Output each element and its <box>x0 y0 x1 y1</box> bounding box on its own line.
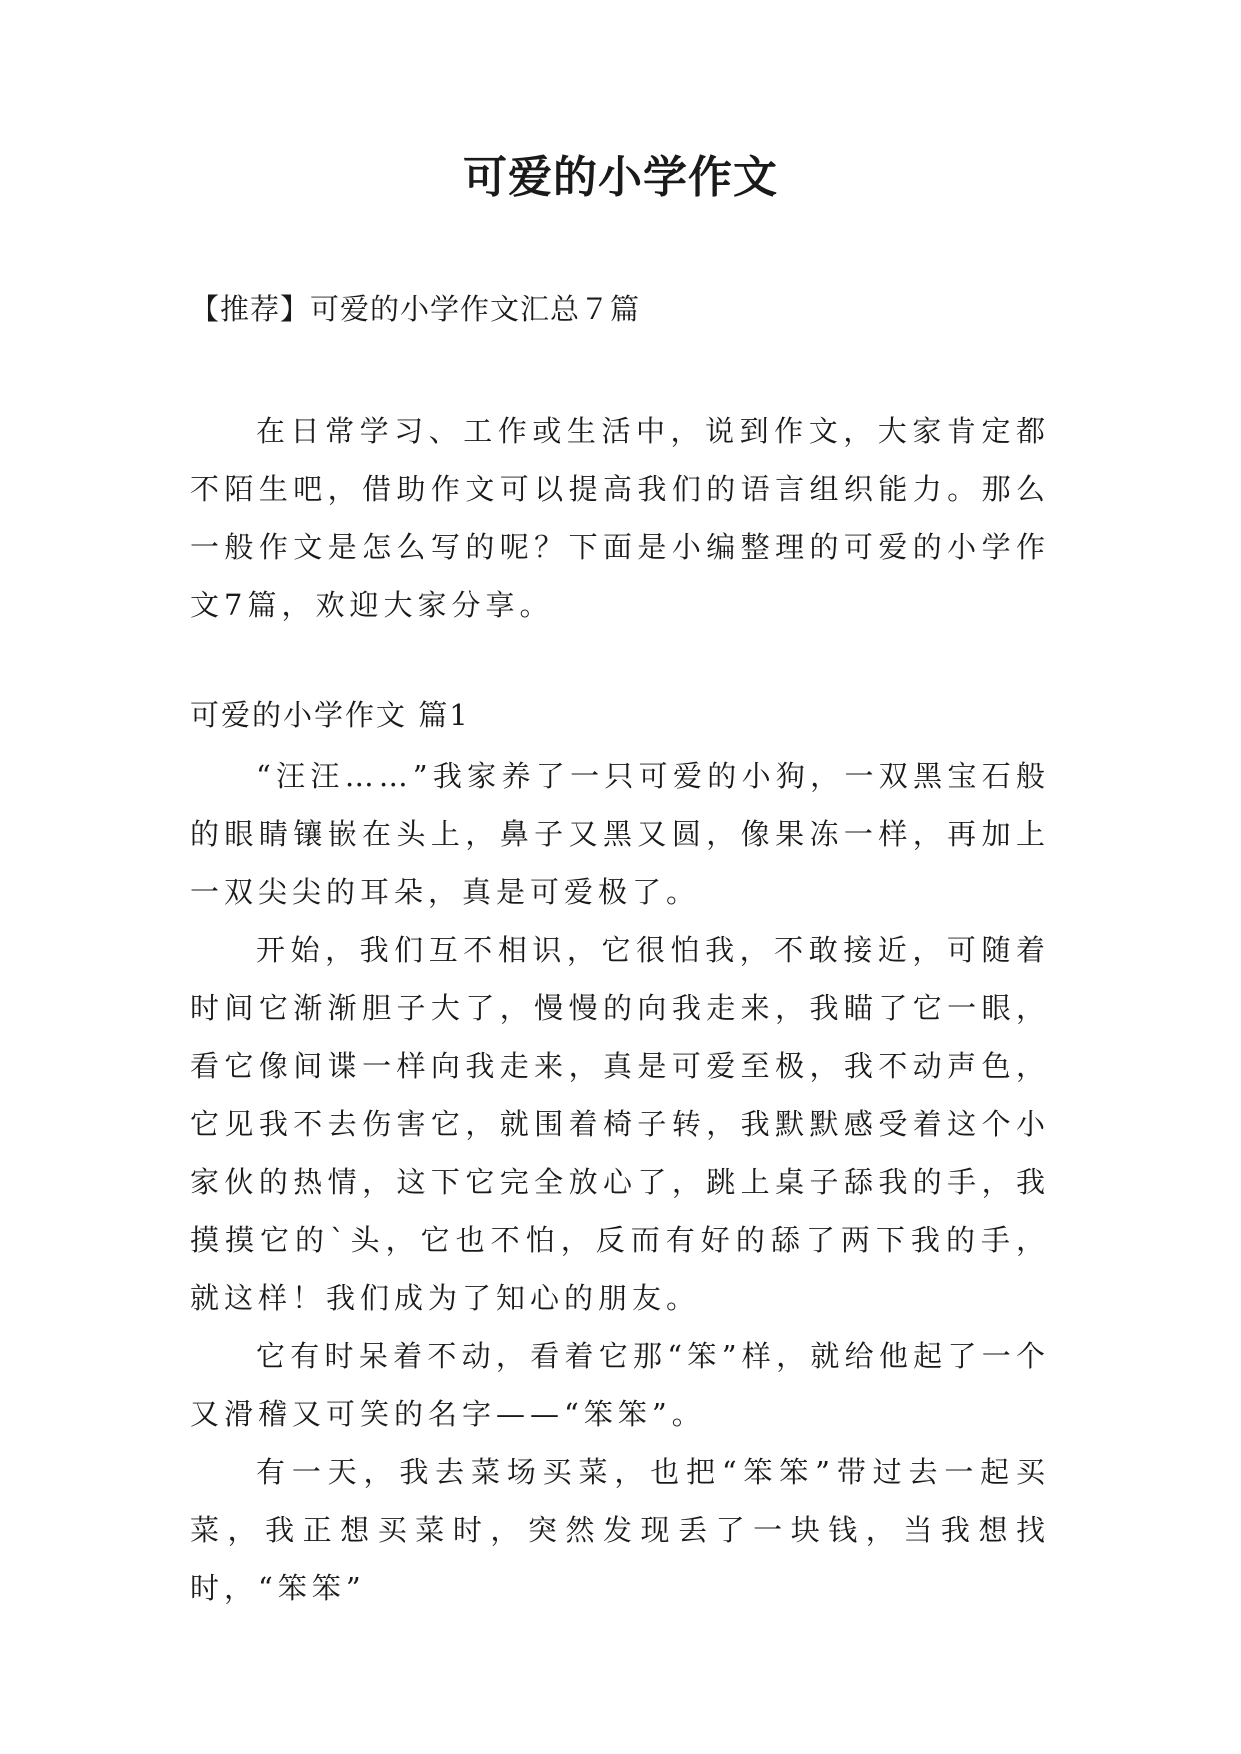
essay-paragraph: 有一天，我去菜场买菜，也把“笨笨”带过去一起买菜，我正想买菜时，突然发现丢了一块钱，当我想找时，“笨笨” <box>190 1455 1050 1605</box>
document-subtitle: 【推荐】可爱的小学作文汇总７篇 <box>190 292 641 326</box>
essay-paragraph: 它有时呆着不动，看着它那“笨”样，就给他起了一个又滑稽又可笑的名字——“笨笨”。 <box>190 1339 1050 1431</box>
essay-paragraph: 开始，我们互不相识，它很怕我，不敢接近，可随着时间它渐渐胆子大了，慢慢的向我走来，我瞄了它一眼，看它像间谍一样向我走来，真是可爱至极，我不动声色，它见我不去伤害它，就围着椅子转，我默默感受着这个小家伙的热情，这下它完全放心了，跳上桌子舔我的手，我摸摸它的`头，它也不怕，反而有好的舔了两下我的手，就这样！我们成为了知心的朋友。 <box>190 933 1050 1315</box>
section-heading: 可爱的小学作文 篇1 <box>190 698 470 732</box>
essay-paragraph: “汪汪……”我家养了一只可爱的小狗，一双黑宝石般的眼睛镶嵌在头上，鼻子又黑又圆，像果冻一样，再加上一双尖尖的耳朵，真是可爱极了。 <box>190 759 1050 909</box>
essay-body <box>190 747 1050 1617</box>
intro-paragraph: 在日常学习、工作或生活中，说到作文，大家肯定都不陌生吧，借助作文可以提高我们的语言组织能力。那么一般作文是怎么写的呢？下面是小编整理的可爱的小学作文7篇，欢迎大家分享。 <box>190 414 1050 622</box>
document-title: 可爱的小学作文 <box>463 152 778 203</box>
